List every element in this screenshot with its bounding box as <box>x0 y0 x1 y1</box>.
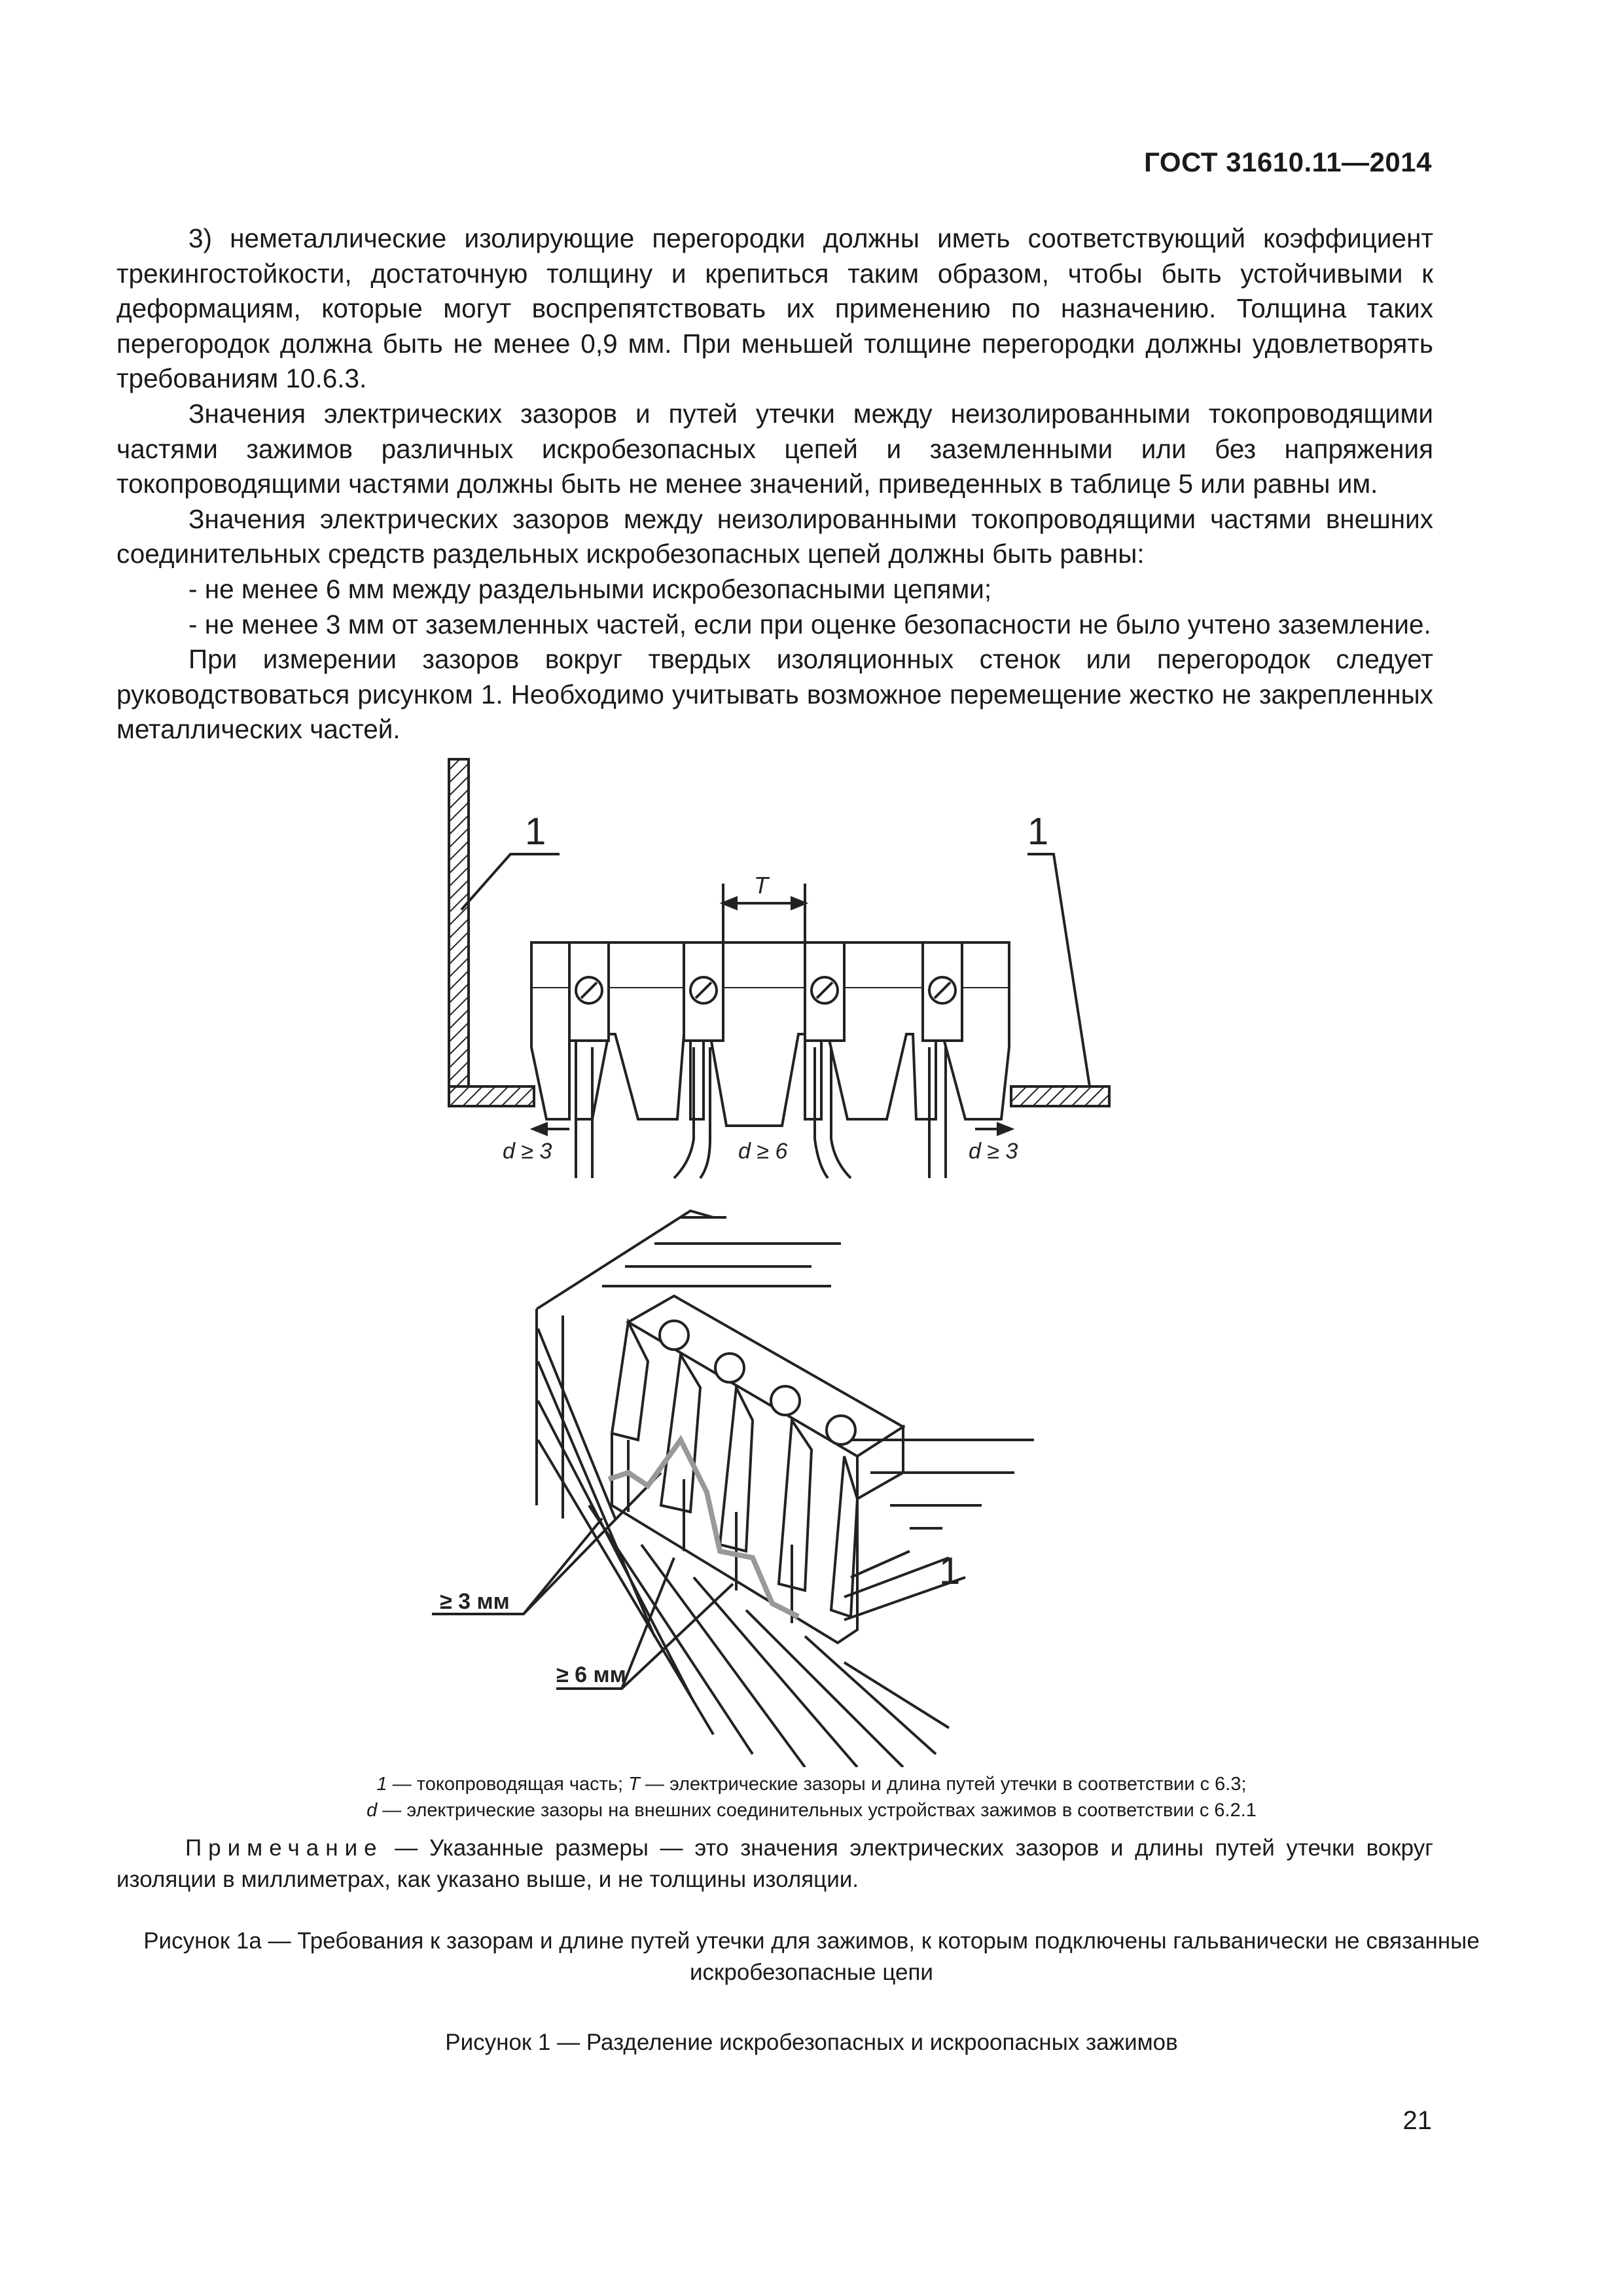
paragraph: Значения электрических зазоров между неизолированными токопроводящими частями внешних соединительных средств раздельных искробезопасных цепей должны быть равны: <box>116 503 1433 569</box>
dimension-d-center: d ≥ 6 <box>738 1139 788 1164</box>
key-line-2: d — электрические зазоры на внешних соединительных устройствах зажимов в соответствии с 6.2.1 <box>366 1800 1257 1821</box>
list-item: - не менее 6 мм между раздельными искробезопасными цепями; <box>188 573 992 604</box>
note <box>116 1833 1433 1895</box>
paragraph: 3) неметаллические изолирующие перегородки должны иметь соответствующий коэффициент трекингостойкости, достаточную толщину и крепиться таким образом, чтобы быть устойчивыми к деформациям, которые могут воспрепятствовать их применению по назначению. Толщина таких перегородок должна быть не менее 0,9 мм. При меньшей толщине перегородки должны удовлетворять требованиям 10.6.3. <box>116 223 1433 394</box>
dimension-T-label: T <box>754 872 768 899</box>
figure-key <box>116 1771 1507 1823</box>
dimension-6mm-label: ≥ 6 мм <box>556 1662 626 1687</box>
note-label: Примечание <box>185 1835 383 1861</box>
figure-1-caption: Рисунок 1 — Разделение искробезопасных и искроопасных зажимов <box>445 2030 1178 2055</box>
note-text: — Указанные размеры — это значения электрических зазоров и длины путей утечки вокруг изоляции в миллиметрах, как указано выше, и не толщины изоляции. <box>116 1835 1433 1892</box>
part-label-left: 1 <box>525 810 546 853</box>
paragraph: Значения электрических зазоров и путей утечки между неизолированными токопроводящими частями зажимов различных искробезопасных цепей и заземленными или без напряжения токопроводящими частями должны быть не менее значений, приведенных в таблице 5 или равны им. <box>116 398 1433 499</box>
list-item: - не менее 3 мм от заземленных частей, если при оценке безопасности не было учтено заземление. <box>188 609 1431 639</box>
key-line-1: 1 — токопроводящая часть; T — электрические зазоры и длина путей утечки в соответствии с 6.3; <box>376 1774 1247 1795</box>
dimension-d-right: d ≥ 3 <box>969 1139 1018 1164</box>
figure-1a-caption: Рисунок 1а — Требования к зазорам и длине путей утечки для зажимов, к которым подключены гальванически не связанные искробезопасные цепи <box>143 1928 1480 1985</box>
part-label-1: 1 <box>939 1550 961 1592</box>
dimension-d-left: d ≥ 3 <box>503 1139 552 1164</box>
part-label-right: 1 <box>1027 810 1049 853</box>
paragraph: При измерении зазоров вокруг твердых изоляционных стенок или перегородок следует руководствоваться рисунком 1. Необходимо учитывать возможное перемещение жестко не закрепленных металлических частей. <box>116 644 1433 745</box>
document-header: ГОСТ 31610.11—2014 <box>1144 147 1432 177</box>
page-number: 21 <box>1402 2106 1432 2135</box>
dimension-3mm-label: ≥ 3 мм <box>440 1589 510 1614</box>
